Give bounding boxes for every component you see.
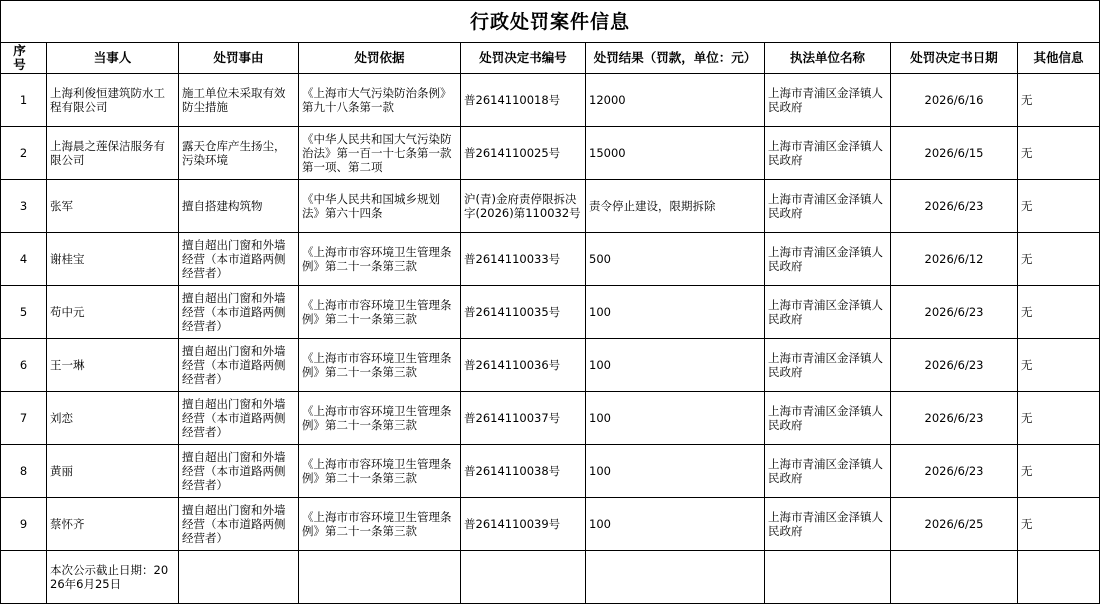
- cell-other: 无: [1018, 286, 1100, 339]
- cell-basis: 《中华人民共和国城乡规划法》第六十四条: [299, 180, 461, 233]
- cell-date: 2026/6/23: [891, 180, 1018, 233]
- cell-basis: 《上海市市容环境卫生管理条例》第二十一条第三款: [299, 286, 461, 339]
- cell-doc-number: 普2614110018号: [461, 74, 586, 127]
- cell-date: 2026/6/15: [891, 127, 1018, 180]
- cell-other: 无: [1018, 74, 1100, 127]
- cell-party: 蔡怀齐: [47, 498, 179, 551]
- cell-doc-number: 普2614110038号: [461, 445, 586, 498]
- cell-date: 2026/6/12: [891, 233, 1018, 286]
- cell-date: 2026/6/23: [891, 445, 1018, 498]
- cell-doc-number: 沪(青)金府责停限拆决字(2026)第110032号: [461, 180, 586, 233]
- table-row: [1, 74, 1100, 127]
- footer-note: 本次公示截止日期：2026年6月25日: [47, 551, 179, 604]
- cell-result: 100: [586, 339, 765, 392]
- cell-date: 2026/6/23: [891, 339, 1018, 392]
- cell-other: 无: [1018, 233, 1100, 286]
- column-header-basis: 处罚依据: [299, 43, 461, 74]
- cell-date: 2026/6/23: [891, 392, 1018, 445]
- table-row: [1, 445, 1100, 498]
- cell-basis: 《中华人民共和国大气污染防治法》第一百一十七条第一款第一项、第二项: [299, 127, 461, 180]
- cell-unit: 上海市青浦区金泽镇人民政府: [765, 127, 891, 180]
- cell-other: 无: [1018, 339, 1100, 392]
- cell-basis: 《上海市市容环境卫生管理条例》第二十一条第三款: [299, 392, 461, 445]
- cell-unit: 上海市青浦区金泽镇人民政府: [765, 339, 891, 392]
- cell-other: 无: [1018, 498, 1100, 551]
- cell-reason: 擅自超出门窗和外墙经营（本市道路两侧经营者）: [179, 392, 299, 445]
- header-row: [1, 43, 1100, 74]
- cell-reason: 擅自超出门窗和外墙经营（本市道路两侧经营者）: [179, 339, 299, 392]
- cell-party: 苟中元: [47, 286, 179, 339]
- cell-doc-number: 普2614110036号: [461, 339, 586, 392]
- cell-other: 无: [1018, 392, 1100, 445]
- table-row: [1, 233, 1100, 286]
- cell-doc-number: 普2614110039号: [461, 498, 586, 551]
- cell-basis: 《上海市市容环境卫生管理条例》第二十一条第三款: [299, 233, 461, 286]
- cell-basis: 《上海市市容环境卫生管理条例》第二十一条第三款: [299, 339, 461, 392]
- footer-row: [1, 551, 1100, 604]
- cell-seq: 4: [1, 233, 47, 286]
- empty-cell: [179, 551, 299, 604]
- cell-party: 刘恋: [47, 392, 179, 445]
- cell-seq: 5: [1, 286, 47, 339]
- cell-party: 黄丽: [47, 445, 179, 498]
- cell-party: 王一琳: [47, 339, 179, 392]
- cell-result: 100: [586, 498, 765, 551]
- cell-result: 500: [586, 233, 765, 286]
- cell-other: 无: [1018, 127, 1100, 180]
- table-row: [1, 286, 1100, 339]
- cell-doc-number: 普2614110033号: [461, 233, 586, 286]
- empty-cell: [1018, 551, 1100, 604]
- cell-result: 100: [586, 445, 765, 498]
- page-title: 行政处罚案件信息: [1, 1, 1100, 43]
- column-header-other: 其他信息: [1018, 43, 1100, 74]
- cell-result: 12000: [586, 74, 765, 127]
- column-header-date: 处罚决定书日期: [891, 43, 1018, 74]
- table-row: [1, 339, 1100, 392]
- cell-seq: 7: [1, 392, 47, 445]
- cell-result: 责令停止建设，限期拆除: [586, 180, 765, 233]
- cell-date: 2026/6/16: [891, 74, 1018, 127]
- cell-result: 15000: [586, 127, 765, 180]
- column-header-party: 当事人: [47, 43, 179, 74]
- cell-seq: 8: [1, 445, 47, 498]
- cell-doc-number: 普2614110035号: [461, 286, 586, 339]
- cell-result: 100: [586, 286, 765, 339]
- cell-reason: 施工单位未采取有效防尘措施: [179, 74, 299, 127]
- empty-cell: [891, 551, 1018, 604]
- empty-cell: [765, 551, 891, 604]
- empty-cell: [299, 551, 461, 604]
- cell-seq: 3: [1, 180, 47, 233]
- cell-other: 无: [1018, 180, 1100, 233]
- cell-reason: 擅自搭建构筑物: [179, 180, 299, 233]
- cell-reason: 擅自超出门窗和外墙经营（本市道路两侧经营者）: [179, 233, 299, 286]
- cell-doc-number: 普2614110025号: [461, 127, 586, 180]
- table-row: [1, 498, 1100, 551]
- cell-reason: 露天仓库产生扬尘，污染环境: [179, 127, 299, 180]
- cell-unit: 上海市青浦区金泽镇人民政府: [765, 180, 891, 233]
- cell-unit: 上海市青浦区金泽镇人民政府: [765, 233, 891, 286]
- cell-basis: 《上海市大气污染防治条例》第九十八条第一款: [299, 74, 461, 127]
- cell-reason: 擅自超出门窗和外墙经营（本市道路两侧经营者）: [179, 445, 299, 498]
- cell-unit: 上海市青浦区金泽镇人民政府: [765, 392, 891, 445]
- cell-reason: 擅自超出门窗和外墙经营（本市道路两侧经营者）: [179, 286, 299, 339]
- cell-basis: 《上海市市容环境卫生管理条例》第二十一条第三款: [299, 498, 461, 551]
- cell-seq: 2: [1, 127, 47, 180]
- cell-unit: 上海市青浦区金泽镇人民政府: [765, 286, 891, 339]
- column-header-seq: 序 号: [1, 43, 47, 74]
- cell-unit: 上海市青浦区金泽镇人民政府: [765, 498, 891, 551]
- table-row: [1, 180, 1100, 233]
- cell-party: 上海利俊恒建筑防水工程有限公司: [47, 74, 179, 127]
- cell-party: 张军: [47, 180, 179, 233]
- empty-cell: [586, 551, 765, 604]
- cell-seq: 9: [1, 498, 47, 551]
- cell-party: 上海晨之莲保洁服务有限公司: [47, 127, 179, 180]
- column-header-result: 处罚结果（罚款，单位：元）: [586, 43, 765, 74]
- table-row: [1, 392, 1100, 445]
- empty-cell: [461, 551, 586, 604]
- empty-cell: [1, 551, 47, 604]
- cell-seq: 1: [1, 74, 47, 127]
- column-header-doc-number: 处罚决定书编号: [461, 43, 586, 74]
- cell-other: 无: [1018, 445, 1100, 498]
- cell-party: 谢桂宝: [47, 233, 179, 286]
- cell-basis: 《上海市市容环境卫生管理条例》第二十一条第三款: [299, 445, 461, 498]
- table-row: [1, 127, 1100, 180]
- column-header-reason: 处罚事由: [179, 43, 299, 74]
- cell-result: 100: [586, 392, 765, 445]
- cell-seq: 6: [1, 339, 47, 392]
- cell-date: 2026/6/23: [891, 286, 1018, 339]
- cell-unit: 上海市青浦区金泽镇人民政府: [765, 74, 891, 127]
- cell-reason: 擅自超出门窗和外墙经营（本市道路两侧经营者）: [179, 498, 299, 551]
- cell-unit: 上海市青浦区金泽镇人民政府: [765, 445, 891, 498]
- table-body: [1, 74, 1100, 551]
- cell-doc-number: 普2614110037号: [461, 392, 586, 445]
- column-header-unit: 执法单位名称: [765, 43, 891, 74]
- cell-date: 2026/6/25: [891, 498, 1018, 551]
